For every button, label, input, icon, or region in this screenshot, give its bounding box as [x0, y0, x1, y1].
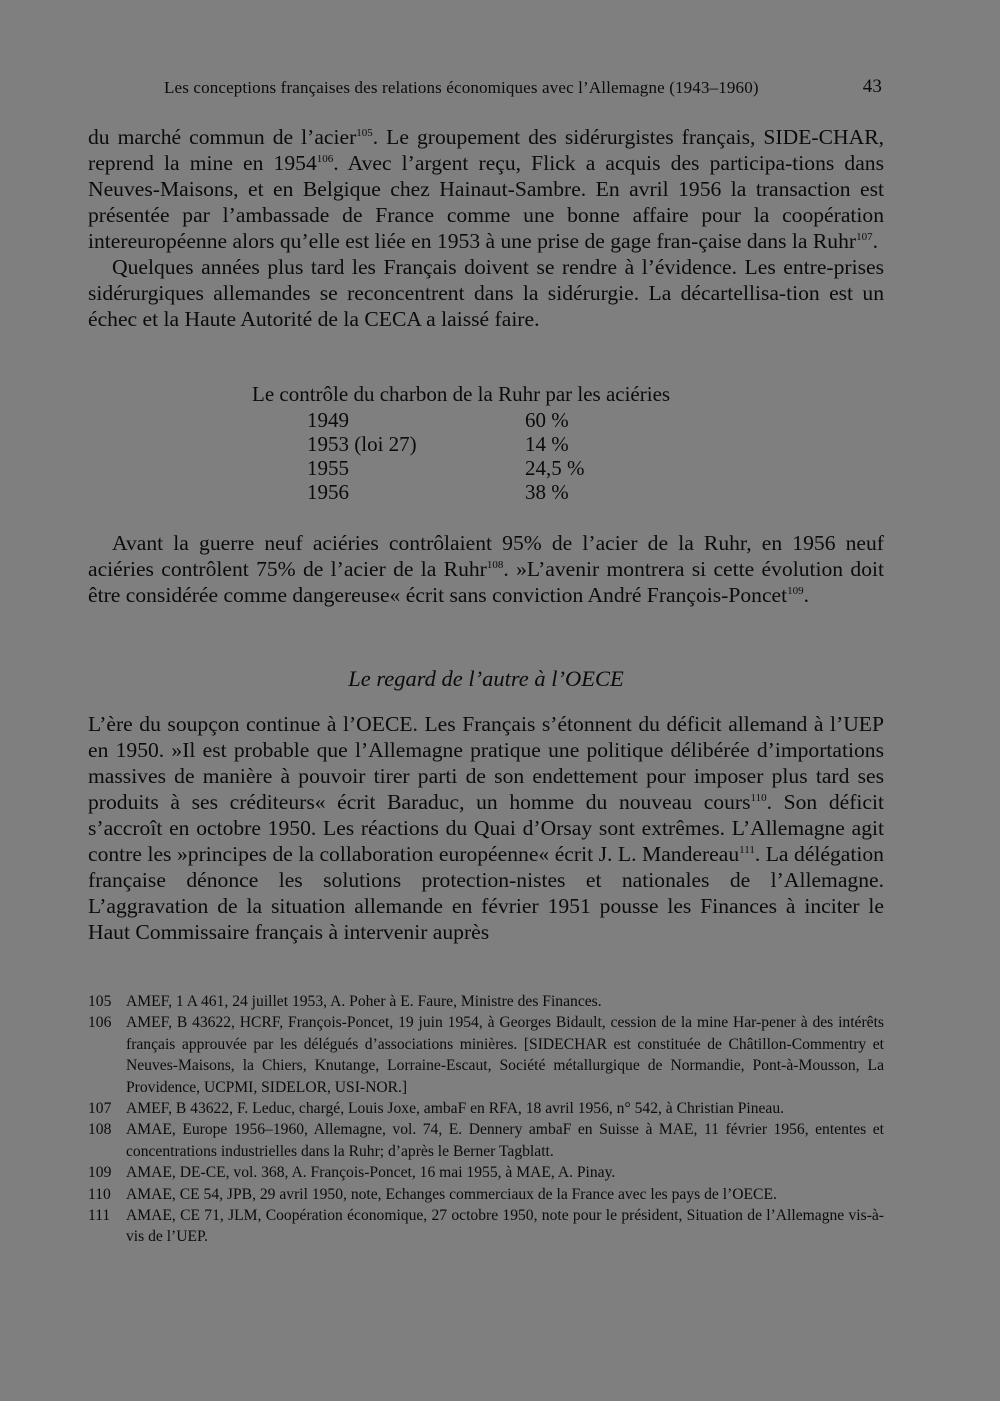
footnote-ref-110: 110 — [750, 792, 767, 804]
page-number: 43 — [862, 76, 882, 97]
footnote-ref-107: 107 — [856, 231, 873, 243]
paragraph-4-text-a: L’ère du soupçon continue à l’OECE. Les Français s’étonnent du déficit allemand à l’UEP en 1950. »Il est probable que l’Allemagne pratique une politique délibérée d’importations massives de manière à pouvoir tirer parti de son endettement pour imposer plus tard ses produits à ses créditeurs« écrit Baraduc, un homme du nouveau cours — [88, 712, 884, 814]
footnote-number: 105 — [88, 993, 112, 1010]
footnote-number: 111 — [88, 1207, 111, 1225]
footnote-text: AMEF, 1 A 461, 24 juillet 1953, A. Poher à E. Faure, Ministre des Finances. — [126, 993, 602, 1010]
table-row — [307, 480, 597, 504]
paragraph-4-text-c: . La délégation française dénonce les solutions protection-nistes et nationales de l’Allemagne. L’aggravation de la situation allemande en février 1951 pousse les Finances à inciter le Haut Commissaire français à intervenir auprès — [88, 842, 884, 944]
footnote-text: AMEF, B 43622, F. Leduc, chargé, Louis Joxe, ambaF en RFA, 18 avril 1956, n° 542, à Christian Pineau. — [126, 1100, 785, 1118]
footnote — [88, 1119, 884, 1162]
paragraph-1 — [88, 124, 884, 254]
paragraph-4-text-b: . Son déficit s’accroît en octobre 1950. Les réactions du Quai d’Orsay sont extrêmes. L’Allemagne agit contre les »principes de la collaboration européenne« écrit J. L. Mandereau — [88, 790, 884, 866]
footnote-text: AMAE, DE-CE, vol. 368, A. François-Poncet, 16 mai 1955, à MAE, A. Pinay. — [126, 1164, 616, 1182]
paragraph-1-text-c: . Avec l’argent reçu, Flick a acquis des participa-tions dans Neuves-Maisons, et en Belgique chez Hainaut-Sambre. En avril 1956 la transaction est présentée par l’ambassade de France comme une bonne affaire pour la coopération intereuropéenne alors qu’elle est liée en 1953 à une prise de gage fran-çaise dans la Ruhr — [88, 151, 884, 253]
table-cell-year: 1949 — [307, 408, 349, 432]
footnote-number: 108 — [88, 1121, 112, 1139]
footnote-number: 106 — [88, 1014, 112, 1032]
footnotes — [88, 991, 884, 1248]
footnote-ref-105: 105 — [356, 127, 373, 139]
footnote — [88, 1184, 884, 1205]
body-paragraph-4 — [88, 711, 884, 945]
footnote-ref-111: 111 — [739, 844, 755, 856]
footnote-ref-106: 106 — [316, 153, 334, 165]
paragraph-3 — [88, 530, 884, 608]
table-cell-year: 1956 — [307, 480, 349, 504]
running-head-title: Les conceptions françaises des relations économiques avec l’Allemagne (1943–1960) — [164, 78, 759, 97]
footnote-number: 110 — [88, 1185, 111, 1203]
paragraph-3-text-c: . — [803, 583, 810, 607]
footnote-ref-108: 108 — [486, 559, 504, 571]
footnote-text: AMAE, CE 71, JLM, Coopération économique, 27 octobre 1950, note pour le président, Situation de l’Allemagne vis-à-vis de l’UEP. — [126, 1207, 884, 1246]
table-cell-year: 1955 — [307, 456, 349, 480]
running-head — [88, 76, 884, 102]
table-cell-year: 1953 (loi 27) — [307, 432, 417, 456]
paragraph-1-text-a: du marché commun de l’acier — [88, 125, 357, 149]
footnote-number: 109 — [88, 1164, 112, 1182]
footnote-text: AMAE, CE 54, JPB, 29 avril 1950, note, Echanges commerciaux de la France avec les pays de l’OECE. — [126, 1185, 777, 1203]
footnote-text: AMEF, B 43622, HCRF, François-Poncet, 19 juin 1954, à Georges Bidault, cession de la mine Har-pener à des intérêts français approuvée par les délégués d’associations minières. [SIDECHAR est constituée de Châtillon-Commentry et Neuves-Maisons, la Chiers, Knutange, Lorraine-Escaut, Société métallurgique de Normandie, Pont-à-Mousson, La Providence, UCPMI, SIDELOR, USI-NOR.] — [126, 1014, 884, 1096]
table-cell-value: 38 % — [525, 480, 569, 504]
paragraph-3-text-b: . »L’avenir montrera si cette évolution doit être considérée comme dangereuse« écrit sans conviction André François-Poncet — [88, 557, 884, 607]
footnote — [88, 1012, 884, 1098]
paragraph-4 — [88, 711, 884, 945]
section-subheading: Le regard de l’autre à l’OECE — [348, 666, 624, 691]
table-cell-value: 24,5 % — [525, 456, 585, 480]
footnote-text: AMAE, Europe 1956–1960, Allemagne, vol. 74, E. Dennery ambaF en Suisse à MAE, 11 février 1956, ententes et concentrations industrielles dans la Ruhr; d’après le Berner Tagblatt. — [126, 1121, 884, 1160]
table-cell-value: 60 % — [525, 408, 569, 432]
table-title: Le contrôle du charbon de la Ruhr par les aciéries — [252, 382, 671, 406]
paragraph-2: Quelques années plus tard les Français doivent se rendre à l’évidence. Les entre-prises sidérurgiques allemandes se reconcentrent dans la sidérurgie. La décartellisa-tion est un échec et la Haute Autorité de la CECA a laissé faire. — [88, 255, 884, 331]
paragraph-1-text-d: . — [872, 229, 878, 253]
footnote — [88, 991, 884, 1012]
footnote-ref-109: 109 — [787, 585, 804, 597]
body-paragraph-3 — [88, 530, 884, 608]
table-cell-value: 14 % — [525, 432, 569, 456]
paragraph-3-text-a: Avant la guerre neuf aciéries contrôlaient 95% de l’acier de la Ruhr, en 1956 neuf aciéries contrôlent 75% de l’acier de la Ruhr — [88, 531, 884, 581]
table-row — [307, 408, 597, 432]
footnote — [88, 1162, 884, 1183]
body-paragraphs-top — [88, 124, 884, 332]
footnote-number: 107 — [88, 1100, 112, 1118]
table-row — [307, 432, 597, 456]
paragraph-1-text-b: . Le groupement des sidérurgistes français, SIDE-CHAR, reprend la mine en 1954 — [88, 125, 884, 175]
table-row — [307, 456, 597, 480]
footnote — [88, 1098, 884, 1119]
footnote — [88, 1205, 884, 1248]
